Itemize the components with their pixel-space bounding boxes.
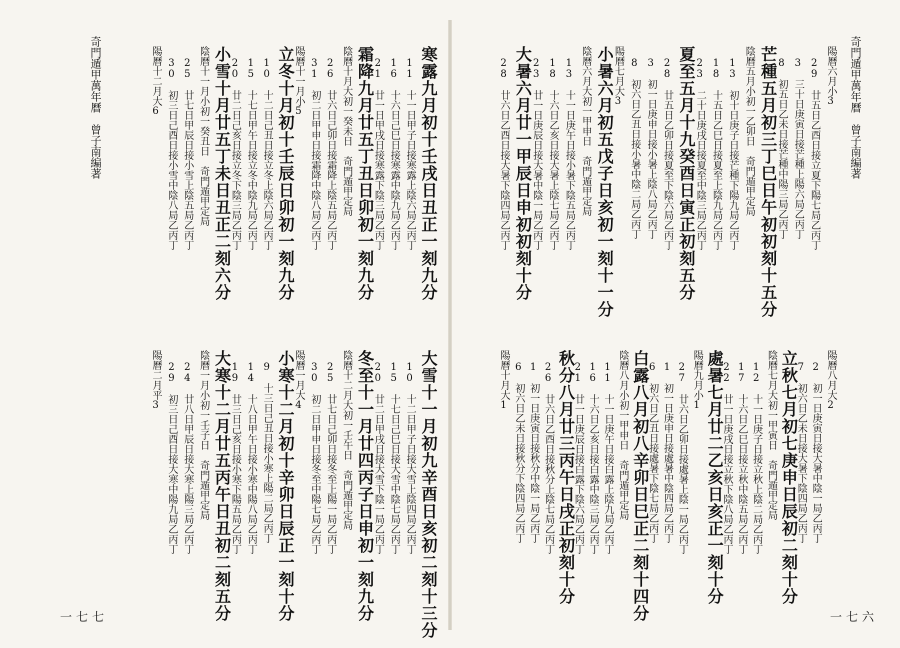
gregorian-month-line: 陽曆七月大3 (612, 46, 624, 107)
ju-entry: 13 初十日庚子日接芒種下陽九局乙丙丁 (726, 58, 738, 250)
ju-entry: 3 三十日庚寅日接芒種上陽六局乙丙丁 (792, 58, 804, 239)
solar-term-heading: 立秋七月初七庚申日辰初二刻十分 (779, 350, 799, 605)
page-number: 一七七 (60, 610, 109, 624)
ju-entry: 23 二十日庚戌日接夏至中陰三局乙丙丁 (694, 58, 706, 250)
ju-entry: 27 廿六日乙卯日接處暑上陰一局乙丙丁 (676, 362, 688, 554)
ju-entry: 17 十六日乙巳日接立秋中陰五局乙丙丁 (735, 362, 747, 554)
gregorian-month-line: 陽曆九月小1 (691, 350, 703, 411)
solar-term-heading: 立冬十月初十壬辰日卯初一刻九分 (276, 46, 296, 301)
solar-term-heading: 芒種五月初三丁巳日午初初刻十五分 (758, 46, 778, 318)
ju-entry: 13 十一日庚午日接小暑下陰五局乙丙丁 (563, 58, 575, 250)
ju-entry: 10 十二日甲子日接大雪上陰四局乙丙丁 (404, 362, 416, 554)
solar-term-heading: 處暑七月廿二乙亥日亥正一刻十分 (705, 350, 725, 605)
gregorian-month-line: 陽曆二月平3 (150, 350, 161, 411)
ju-entry: 30 初二日甲申日接冬至中陽七局乙丙丁 (308, 362, 320, 554)
solar-term-heading: 寒露九月初十壬戌日丑正一刻九分 (419, 46, 438, 301)
lunar-month-line: 陰曆八月小初一甲申日 奇門遁甲定局 (616, 350, 628, 520)
lunar-month-line: 陰曆十月大初一癸未日 奇門遁甲定局 (340, 46, 352, 216)
ju-entry: 16 十六日己巳日接寒露中陰九局乙丙丁 (388, 58, 400, 250)
running-header: 奇門遁甲萬年曆 曾子南編著 (849, 36, 862, 179)
lunar-month-line: 陰曆六月大初一甲申日 奇門遁甲定局 (579, 46, 591, 216)
lunar-month-line: 陰曆十二月大初一壬午日 奇門遁甲定局 (340, 350, 352, 530)
ju-entry: 7 初六日乙未日接大暑下陰四局乙丙丁 (795, 362, 807, 543)
solar-term-heading: 小雪十月廿五丁未日丑正二刻六分 (212, 46, 232, 301)
ju-entry: 31 初二日甲申日接霜降中陰八局乙丙丁 (308, 58, 320, 250)
ju-entry: 16 十六日乙亥日接白露中陰三局乙丙丁 (587, 362, 599, 554)
ju-entry: 9 十三日己丑日接小寒上陽二局乙丙丁 (261, 362, 273, 543)
gregorian-month-line: 陽曆八月大2 (825, 350, 836, 411)
ju-entry: 15 十七日己巳日接大雪中陰七局乙丙丁 (388, 362, 400, 554)
solar-term-heading: 霜降九月廿五丁丑日卯初一刻九分 (355, 46, 375, 301)
ju-entry: 21 廿一日甲戌日接寒露下陰三局乙丙丁 (372, 58, 384, 250)
gregorian-month-line: 陽曆十一月小5 (292, 46, 304, 117)
ju-entry: 28 廿六日乙酉日接大暑下陰四局乙丙丁 (498, 58, 509, 250)
ju-entry: 20 廿二日甲戌日接大雪下陰一局乙丙丁 (372, 362, 384, 554)
ju-entry: 2 初一日庚寅日接大暑中陰一局乙丙丁 (810, 362, 822, 543)
ju-entry: 15 十七日甲午日接立冬中陰九局乙丙丁 (245, 58, 257, 250)
ju-entry: 6 初六日乙未日接秋分下陰四局乙丙丁 (512, 362, 524, 543)
solar-term-heading: 大雪十一月初九辛酉日亥初二刻十三分 (419, 350, 438, 639)
solar-term-heading: 冬至十一月廿四丙子日申初一刻九分 (355, 350, 375, 622)
ju-entry: 20 廿二日己亥日接立冬下陰三局乙丙丁 (229, 58, 241, 250)
ju-entry: 18 十五日乙巳日接夏至上陰九局乙丙丁 (710, 58, 722, 250)
ju-entry: 29 初三日己酉日接大寒中陽九局乙丙丁 (165, 362, 177, 554)
ju-entry: 19 廿三日己亥日接小寒下陽五局乙丙丁 (229, 362, 241, 554)
ju-entry: 1 初一日庚申日接處暑中陰四局乙丙丁 (661, 362, 673, 543)
ju-entry: 21 廿一日庚辰日接白露下陰六局乙丙丁 (572, 362, 584, 554)
ju-entry: 18 十六日乙亥日接大暑上陰七局乙丙丁 (547, 58, 559, 250)
lunar-month-line: 陰曆一月小初一壬子日 奇門遁甲定局 (197, 350, 209, 520)
ju-entry: 25 廿七日己卯日接冬至上陽一局乙丙丁 (324, 362, 336, 554)
ju-entry: 3 初一日庚申日接小暑上陰八局乙丙丁 (645, 58, 657, 239)
ju-entry: 24 廿八日甲辰日接大寒上陽三局乙丙丁 (181, 362, 193, 554)
ju-entry: 12 十一日庚子日接立秋上陰二局乙丙丁 (750, 362, 762, 554)
lunar-month-line: 陰曆五月小初一乙卯日 奇門遁甲定局 (743, 46, 755, 216)
lunar-month-line: 陰曆十一月小初一癸丑日 奇門遁甲定局 (197, 46, 209, 226)
ju-entry: 26 廿六日己卯日接霜降上陰五局乙丙丁 (324, 58, 336, 250)
gregorian-month-line: 陽曆一月大4 (292, 350, 304, 411)
ju-entry: 14 十八日甲午日接小寒中陽八局乙丙丁 (245, 362, 257, 554)
ju-entry: 23 廿一日庚辰日接大暑中陰一局乙丙丁 (530, 58, 542, 250)
ju-entry: 8 初五日乙未日接芒種中陽三局乙丙丁 (775, 58, 787, 239)
ju-entry: 1 初一日庚寅日接秋分中陰一局乙丙丁 (527, 362, 539, 543)
gregorian-month-line: 陽曆六月小3 (825, 46, 836, 107)
solar-term-heading: 秋分八月廿三丙午日戌正初刻十分 (556, 350, 576, 605)
ju-entry: 26 廿六日乙酉日接秋分上陰七局乙丙丁 (542, 362, 554, 554)
gregorian-month-line: 陽曆十月大1 (498, 350, 509, 411)
ju-entry: 11 十一日甲子日接寒露上陰六局乙丙丁 (404, 58, 416, 250)
lunar-month-line: 陰曆七月大初一甲寅日 奇門遁甲定局 (765, 350, 777, 520)
ju-entry: 11 十一日庚午日接白露上陰九局乙丙丁 (602, 362, 614, 554)
solar-term-heading: 大寒十二月廿五丙午日丑初二刻五分 (212, 350, 232, 622)
ju-entry: 10 十二日己丑日接立冬上陰六局乙丙丁 (261, 58, 273, 250)
running-header: 奇門遁甲萬年曆 曾子南編著 (89, 36, 102, 179)
ju-entry: 28 廿五日乙卯日接夏至下陰六局乙丙丁 (661, 58, 673, 250)
ju-entry: 30 初三日己酉日接小雪中陰八局乙丙丁 (165, 58, 177, 250)
page-number: 一七六 (830, 610, 879, 624)
solar-term-heading: 小寒十二月初十辛卯日辰正一刻十分 (276, 350, 296, 622)
solar-term-heading: 大暑六月廿一甲辰日申初初刻十分 (513, 46, 533, 301)
ju-entry: 25 廿七日甲辰日接小雪上陰五局乙丙丁 (181, 58, 193, 250)
ju-entry: 29 廿五日乙酉日接立夏下陽七局乙丙丁 (808, 58, 820, 250)
solar-term-heading: 小暑六月初五戊子日亥初一刻十一分 (595, 46, 615, 318)
solar-term-heading: 白露八月初八辛卯日巳正二刻十四分 (630, 350, 650, 622)
solar-term-heading: 夏至五月十九癸酉日寅正初刻五分 (676, 46, 696, 301)
ju-entry: 8 初六日乙丑日接小暑中陰二局乙丙丁 (628, 58, 640, 239)
ju-entry: 6 初六日乙丑日接處暑下陰七局乙丙丁 (646, 362, 658, 543)
right-page (450, 0, 900, 648)
ju-entry: 22 廿一日庚戌日接立秋下陰八局乙丙丁 (720, 362, 732, 554)
gregorian-month-line: 陽曆十二月大6 (150, 46, 161, 117)
